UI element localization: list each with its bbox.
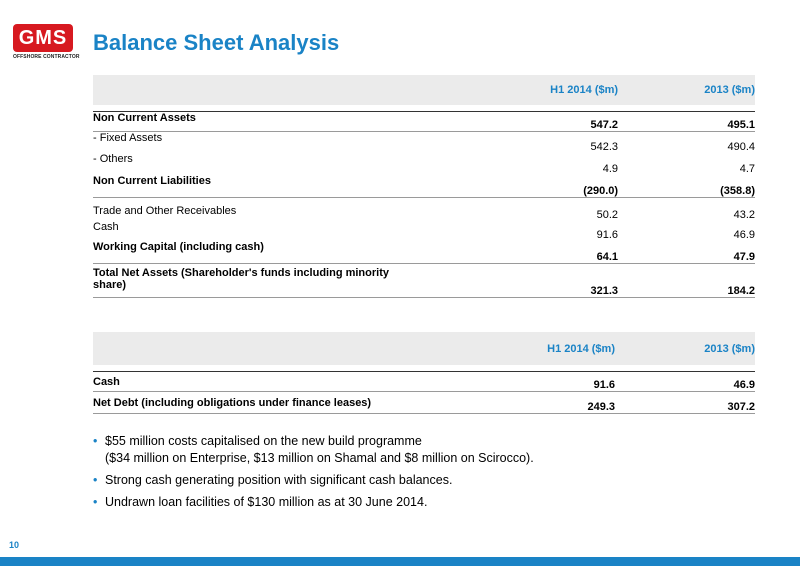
- footer-bar: [0, 557, 800, 566]
- page-number: 10: [9, 540, 20, 550]
- row-2013: 4.7: [739, 163, 755, 175]
- table-header-row: [93, 332, 755, 365]
- table-row: [93, 221, 755, 241]
- table-row: [93, 391, 755, 413]
- gms-logo: [13, 24, 80, 62]
- row-h1: (290.0): [426, 175, 618, 197]
- row-2013: 490.4: [727, 141, 755, 153]
- row-2013: 46.9: [733, 229, 755, 241]
- row-2013: 46.9: [615, 371, 755, 391]
- row-label: Non Current Liabilities: [93, 175, 426, 197]
- row-2013: 307.2: [615, 391, 755, 413]
- row-2013: (358.8): [618, 175, 755, 197]
- balance-sheet-table: [93, 75, 755, 298]
- table-row: [93, 153, 755, 175]
- header-label: [93, 332, 418, 365]
- bullet-text: Undrawn loan facilities of $130 million as at 30 June 2014.: [105, 495, 428, 509]
- row-h1: 547.2: [426, 111, 618, 131]
- bullet-dot-icon: •: [93, 434, 98, 448]
- row-label: Total Net Assets (Shareholder's funds including minority share): [93, 263, 426, 297]
- page-title: Balance Sheet Analysis: [93, 30, 340, 55]
- list-item: [93, 494, 534, 511]
- row-label: Working Capital (including cash): [93, 241, 426, 263]
- logo-text: GMS: [18, 26, 68, 49]
- row-2013: 184.2: [618, 263, 755, 297]
- row-h1: 64.1: [426, 241, 618, 263]
- row-h1: 91.6: [596, 229, 619, 241]
- bullet-list: [93, 433, 534, 516]
- table-row: [93, 371, 755, 391]
- bullet-dot-icon: •: [93, 473, 98, 487]
- row-2013: 43.2: [733, 209, 755, 221]
- row-label: Cash: [93, 221, 119, 233]
- header-label: [93, 75, 426, 105]
- cash-debt-table: [93, 332, 755, 414]
- table-header-row: [93, 75, 755, 105]
- logo-tagline: OFFSHORE CONTRACTOR: [13, 54, 80, 60]
- row-label: - Fixed Assets: [93, 131, 163, 144]
- row-h1: 91.6: [418, 371, 615, 391]
- table-row: [93, 131, 755, 153]
- row-h1: 4.9: [602, 163, 619, 175]
- row-label: Cash: [93, 371, 418, 391]
- header-h1-2014: H1 2014 ($m): [547, 342, 615, 355]
- header-2013: 2013 ($m): [704, 84, 755, 96]
- row-label: Non Current Assets: [93, 111, 426, 131]
- row-h1: 542.3: [590, 141, 619, 153]
- list-item: [93, 472, 534, 489]
- bullet-text-continued: ($34 million on Enterprise, $13 million on Shamal and $8 million on Scirocco).: [105, 451, 534, 465]
- row-label: - Others: [93, 153, 133, 165]
- table-row: [93, 241, 755, 263]
- header-2013: 2013 ($m): [704, 342, 755, 355]
- row-2013: 47.9: [618, 241, 755, 263]
- header-h1-2014: H1 2014 ($m): [550, 84, 619, 96]
- table-row: [93, 111, 755, 131]
- row-label: Net Debt (including obligations under finance leases): [93, 391, 418, 413]
- row-h1: 321.3: [426, 263, 618, 297]
- bullet-dot-icon: •: [93, 495, 98, 509]
- row-label: Trade and Other Receivables: [93, 204, 237, 217]
- bullet-text: Strong cash generating position with significant cash balances.: [105, 473, 453, 487]
- row-2013: 495.1: [618, 111, 755, 131]
- table-row: [93, 197, 755, 221]
- list-item: [93, 433, 534, 467]
- table-row: [93, 175, 755, 197]
- logo-badge: [13, 24, 73, 52]
- table-row: [93, 263, 755, 297]
- row-h1: 249.3: [418, 391, 615, 413]
- bullet-text: $55 million costs capitalised on the new build programme: [105, 434, 422, 448]
- row-h1: 50.2: [596, 209, 619, 221]
